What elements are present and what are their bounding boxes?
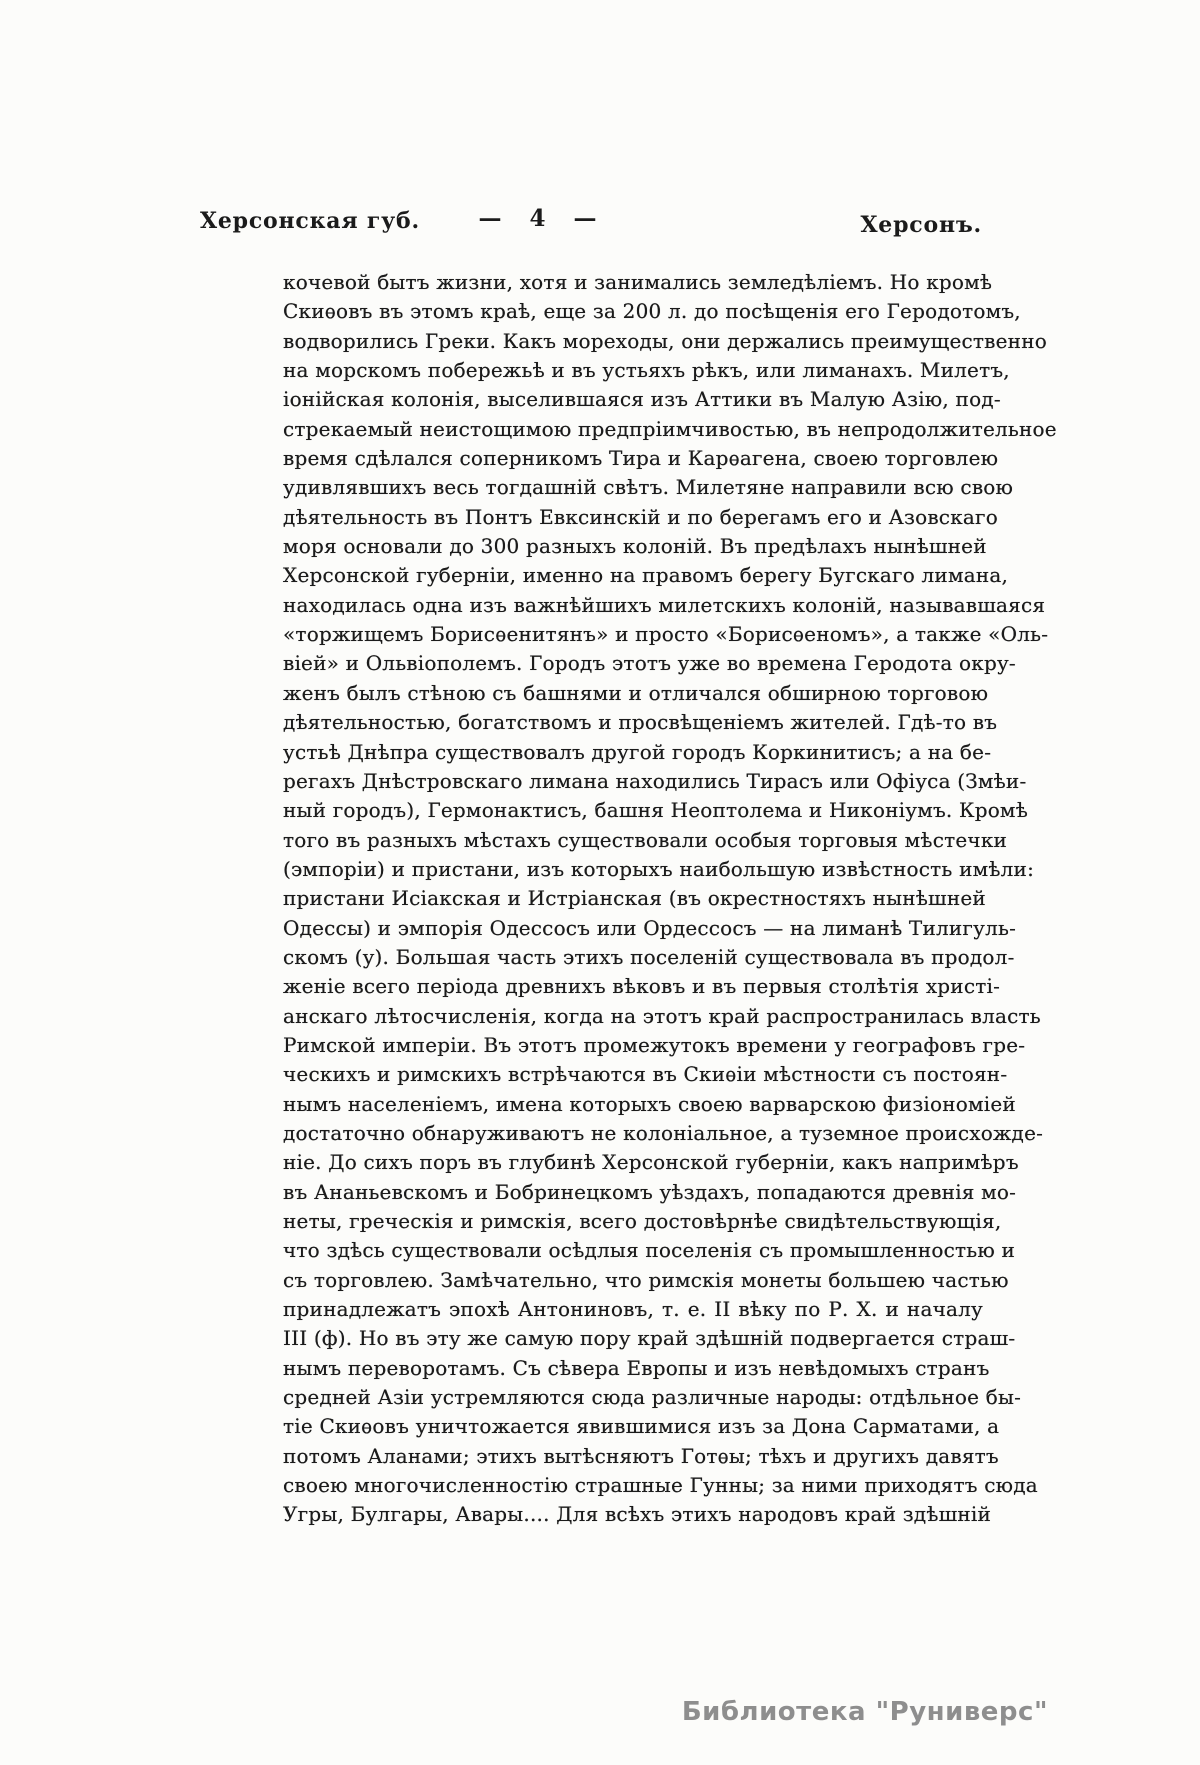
text-line: водворились Греки. Какъ мореходы, они держались преимущественно (283, 328, 1047, 353)
text-line: ный городъ), Гермонактисъ, башня Неоптолема и Никоніумъ. Кромѣ (283, 798, 1028, 823)
text-line: находилась одна изъ важнѣйшихъ милетскихъ колоній, называвшаяся (283, 592, 1046, 617)
text-line: моря основали до 300 разныхъ колоній. Въ предѣлахъ нынѣшней (283, 534, 987, 559)
text-line: скомъ (у). Большая часть этихъ поселеній существовала въ продол- (283, 944, 1015, 969)
text-line: анскаго лѣтосчисленія, когда на этотъ край распространилась власть (283, 1003, 1041, 1028)
text-line: пристани Исіакская и Истріанская (въ окрестностяхъ нынѣшней (283, 886, 986, 911)
text-line: дѣятельность въ Понтъ Евксинскій и по берегамъ его и Азовскаго (283, 504, 998, 529)
text-line: віей» и Ольвіополемъ. Городъ этотъ уже во времена Геродота окру- (283, 651, 1016, 676)
running-title-right: Херсонъ. (860, 212, 982, 238)
text-line: тіе Скиѳовъ уничтожается явившимися изъ за Дона Сарматами, а (283, 1414, 1000, 1439)
text-line: ческихъ и римскихъ встрѣчаются въ Скиѳіи мѣстности съ постоян- (283, 1062, 1008, 1087)
text-line: кочевой бытъ жизни, хотя и занимались земледѣліемъ. Но кромѣ (283, 270, 993, 294)
text-line: неты, греческія и римскія, всего достовѣрнѣе свидѣтельствующія, (283, 1209, 1002, 1233)
body-text-block (283, 268, 1057, 1530)
text-line: устьѣ Днѣпра существовалъ другой городъ Коркинитисъ; а на бе- (283, 739, 992, 764)
text-line: «торжищемъ Борисѳенитянъ» и просто «Борисѳеномъ», а также «Оль- (283, 622, 1049, 647)
text-line: своею многочисленностію страшные Гунны; за ними приходятъ сюда (283, 1473, 1038, 1498)
text-line: Римской имперіи. Въ этотъ промежутокъ времени у географовъ гре- (283, 1032, 1026, 1057)
text-line: съ торговлею. Замѣчательно, что римскія монеты большею частью (283, 1267, 1009, 1292)
text-line: средней Азіи устремляются сюда различные народы: отдѣльное бы- (283, 1385, 1022, 1410)
text-line: Одессы) и эмпорія Одессосъ или Ордессосъ — на лиманѣ Тилигуль- (283, 915, 1017, 940)
text-line: Херсонской губерніи, именно на правомъ берегу Бугскаго лимана, (283, 563, 1009, 588)
text-line: (эмпоріи) и пристани, изъ которыхъ наибольшую извѣстность имѣли: (283, 856, 1035, 881)
text-line: что здѣсь существовали осѣдлыя поселенія съ промышленностью и (283, 1238, 1016, 1263)
page-number: — 4 — (478, 205, 598, 232)
text-line: въ Ананьевскомъ и Бобринецкомъ уѣздахъ, попадаются древнія мо- (283, 1179, 1017, 1204)
text-line: удивлявшихъ весь тогдашній свѣтъ. Милетяне направили всю свою (283, 475, 1014, 500)
text-line: нымъ населеніемъ, имена которыхъ своею варварскою физіономіей (283, 1091, 1016, 1116)
library-watermark: Библиотека "Руниверс" (681, 1697, 1048, 1727)
text-line: женъ былъ стѣною съ башнями и отличался обширною торговою (283, 680, 989, 705)
text-line: стрекаемый неистощимою предпріимчивостью, въ непродолжительное (283, 416, 1057, 441)
text-line: нымъ переворотамъ. Съ сѣвера Европы и изъ невѣдомыхъ странъ (283, 1355, 990, 1380)
text-line: Угры, Булгары, Авары.... Для всѣхъ этихъ народовъ край здѣшній (283, 1502, 992, 1527)
text-line: потомъ Аланами; этихъ вытѣсняютъ Готѳы; тѣхъ и другихъ давятъ (283, 1443, 999, 1468)
text-line: Скиѳовъ въ этомъ краѣ, еще за 200 л. до посѣщенія его Геродотомъ, (283, 299, 1021, 324)
text-line: достаточно обнаруживаютъ не колоніальное, а туземное происхожде- (283, 1120, 1044, 1145)
text-line: іонійская колонія, выселившаяся изъ Аттики въ Малую Азію, под- (283, 387, 1001, 412)
text-line: женіе всего періода древнихъ вѣковъ и въ первыя столѣтія христі- (283, 974, 1001, 999)
text-line: время сдѣлался соперникомъ Тира и Карѳагена, своею торговлею (283, 446, 999, 471)
text-line: принадлежатъ эпохѣ Антониновъ, т. е. II вѣку по Р. Х. и началу (283, 1297, 983, 1322)
running-title-left: Херсонская губ. (200, 208, 420, 234)
text-line: III (ф). Но въ эту же самую пору край здѣшній подвергается страш- (283, 1326, 1016, 1351)
text-line: того въ разныхъ мѣстахъ существовали особыя торговыя мѣстечки (283, 827, 1008, 852)
text-line: регахъ Днѣстровскаго лимана находились Тирасъ или Офіуса (Змѣи- (283, 768, 1027, 793)
text-line: на морскомъ побережьѣ и въ устьяхъ рѣкъ, или лиманахъ. Милетъ, (283, 358, 1010, 383)
text-line: дѣятельностью, богатствомъ и просвѣщеніемъ жителей. Гдѣ-то въ (283, 710, 998, 735)
text-line: ніе. До сихъ поръ въ глубинѣ Херсонской губерніи, какъ напримѣръ (283, 1150, 1019, 1175)
